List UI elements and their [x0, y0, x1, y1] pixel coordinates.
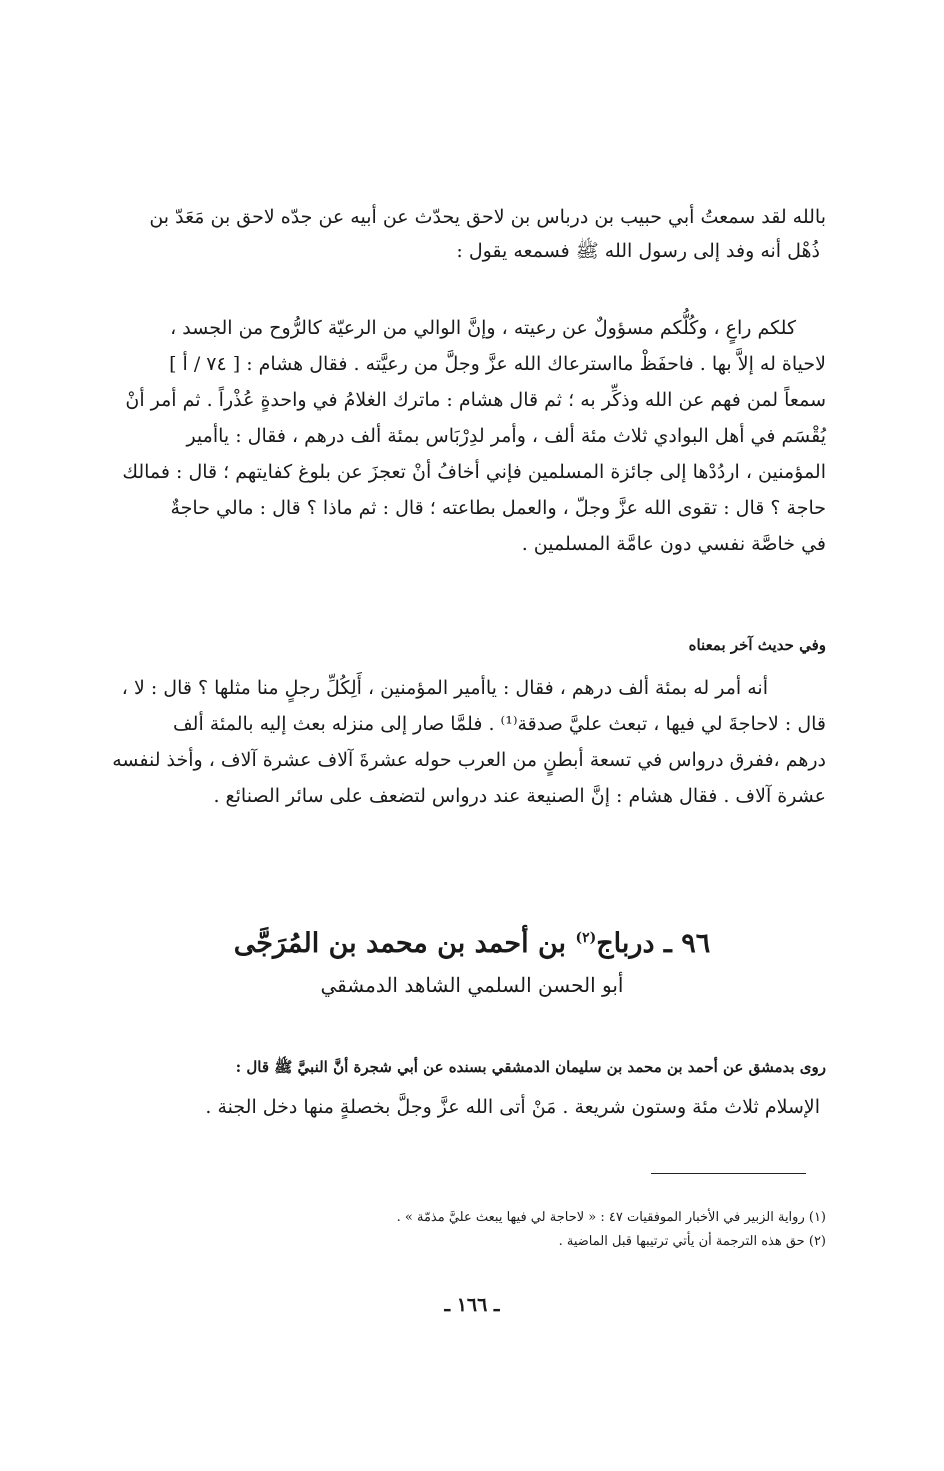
footnote-marker: (٢) [575, 930, 597, 946]
footnote: (١) رواية الزبير في الأخبار الموفقيات ٤٧ : « لاحاجة لي فيها يبعث عليَّ مذمّة » . [396, 1210, 826, 1225]
text-line: قال : لاحاجةَ لي فيها ، تبعث عليَّ صدقة⁽¹⁾ . فلمَّا صار إلى منزله بعث إليه بالمئة ألف [173, 713, 826, 735]
text-line: في خاصَّة نفسي دون عامَّة المسلمين . [521, 533, 826, 555]
hadith-text: الإسلام ثلاث مئة وستون شريعة . مَنْ أتى الله عزَّ وجلَّ بخصلةٍ منها دخل الجنة . [205, 1096, 820, 1118]
text-line: يُقْسَم في أهل البوادي ثلاث مئة ألف ، وأمر لدِرْبَاس بمئة ألف درهم ، فقال : ياأمير [186, 425, 826, 447]
text-line: بالله لقد سمعتُ أبي حبيب بن درباس بن لاحق يحدّث عن أبيه عن جدّه لاحق بن مَعَدّ بن [149, 206, 826, 228]
text-line: كلكم راعٍ ، وكُلُّكم مسؤولٌ عن رعيته ، وإنَّ الوالي من الرعيّة كالرُّوح من الجسد ، [170, 317, 796, 339]
hadith-block [126, 1090, 826, 1124]
intro-text: روى بدمشق عن أحمد بن محمد بن سليمان الدمشقي بسنده عن أبي شجرة أنَّ النبيَّ ﷺ قال : [235, 1058, 826, 1076]
paragraph-1 [126, 200, 826, 268]
paragraph-2 [122, 310, 826, 562]
subheading: وفي حديث آخر بمعناه [688, 636, 826, 654]
subheading-block [126, 636, 826, 654]
footnote: (٢) حق هذه الترجمة أن يأتي ترتيبها قبل الماضية . [558, 1234, 826, 1249]
text-line: سمعاً لمن فهم عن الله وذكِّر به ؛ ثم قال هشام : ماترك الغلامُ في واحدةٍ عُذْراً . ثم أمر أنْ [125, 389, 826, 411]
footnotes [126, 1206, 826, 1254]
text-line: عشرة آلاف . فقال هشام : إنَّ الصنيعة عند درواس لتضعف على سائر الصنائع . [213, 785, 826, 807]
text-line: أنه أمر له بمئة ألف درهم ، فقال : ياأمير المؤمنين ، أَلِكُلِّ رجلٍ منا مثلها ؟ قال : لا ، [121, 677, 768, 699]
text-line: درهم ،ففرق درواس في تسعة أبطنٍ من العرب حوله عشرةَ آلاف عشرة آلاف ، وأخذ لنفسه [112, 749, 826, 771]
text-line: حاجة ؟ قال : تقوى الله عزَّ وجلّ ، والعمل بطاعته ؛ قال : ثم ماذا ؟ قال : مالي حاجةٌ [170, 497, 826, 519]
intro-block [126, 1058, 826, 1080]
text-line: المؤمنين ، اردُدْها إلى جائزة المسلمين فإني أخافُ أنْ تعجزَ عن بلوغ كفايتهم ؛ قال : فمالك [122, 461, 826, 483]
footnote-separator [651, 1173, 806, 1174]
entry-title: ٩٦ ـ درباج$^{(٢)}$ بن أحمد بن محمد بن المُرَجَّى [233, 928, 711, 959]
text-line: لاحياة له إلاَّ بها . فاحفَظْ مااسترعاك الله عزَّ وجلَّ من رعيَّته . فقال هشام : [ ٧٤ / أ ] [169, 353, 826, 375]
entry-heading [0, 928, 944, 997]
page-number: ـ ١٦٦ ـ [444, 1294, 500, 1316]
paragraph-3 [112, 670, 826, 814]
text-line: ذُهْل أنه وفد إلى رسول الله ﷺ فسمعه يقول : [456, 240, 820, 262]
entry-subtitle: أبو الحسن السلمي الشاهد الدمشقي [320, 973, 624, 997]
